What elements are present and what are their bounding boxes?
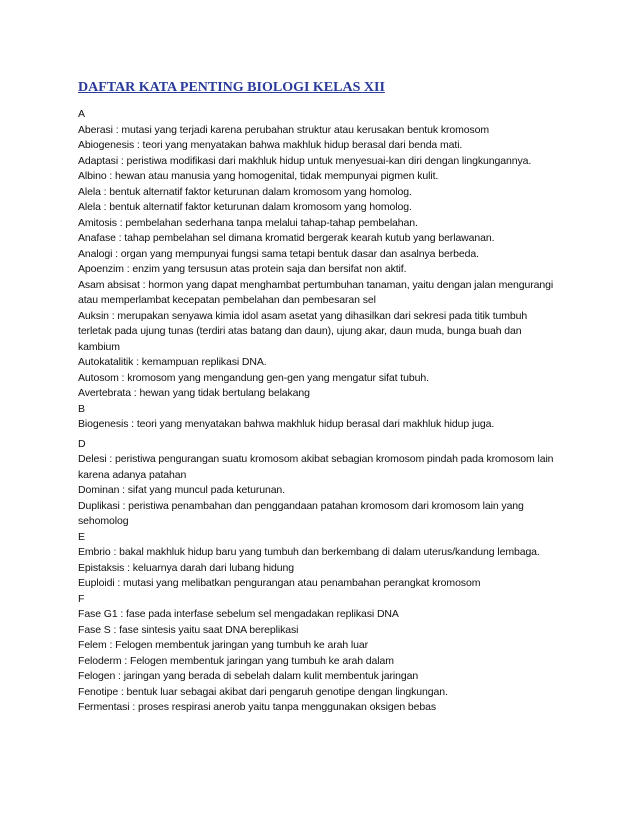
glossary-line: kambium	[78, 340, 120, 353]
glossary-line: Alela : bentuk alternatif faktor keturunan dalam kromosom yang homolog.	[78, 201, 412, 213]
glossary-line: Aberasi : mutasi yang terjadi karena perubahan struktur atau kerusakan bentuk kromosom	[78, 123, 490, 136]
glossary-line: Adaptasi : peristiwa modifikasi dari makhluk hidup untuk menyesuai-kan diri dengan lingkungannya.	[78, 154, 532, 167]
glossary-line: Felem : Felogen membentuk jaringan yang tumbuh ke arah luar	[78, 639, 369, 651]
glossary-line: Amitosis : pembelahan sederhana tanpa melalui tahap-tahap pembelahan.	[78, 216, 418, 229]
section-letter: A	[78, 108, 85, 120]
glossary-line: Alela : bentuk alternatif faktor keturunan dalam kromosom yang homolog.	[78, 185, 412, 198]
section-letter: F	[78, 592, 85, 605]
glossary-line: Epistaksis : keluarnya darah dari lubang hidung	[78, 561, 294, 574]
glossary-line: Biogenesis : teori yang menyatakan bahwa makhluk hidup berasal dari makhluk hidup juga.	[78, 418, 495, 430]
glossary-line: Delesi : peristiwa pengurangan suatu kromosom akibat sebagian kromosom pindah pada kromosom lain	[78, 453, 554, 465]
glossary-line: Fase G1 : fase pada interfase sebelum sel mengadakan replikasi DNA	[78, 608, 399, 620]
section-letter: D	[78, 437, 86, 450]
glossary-line: sehomolog	[78, 515, 129, 527]
glossary-line: Auksin : merupakan senyawa kimia idol asam asetat yang dihasilkan dari sekresi pada titik tumbuh	[78, 309, 528, 322]
glossary-line: Autosom : kromosom yang mengandung gen-gen yang mengatur sifat tubuh.	[78, 371, 429, 384]
glossary-line: Anafase : tahap pembelahan sel dimana kromatid bergerak kearah kutub yang berlawanan.	[78, 232, 495, 244]
glossary-line: atau memperlambat kecepatan pembelahan dan pembesaran sel	[78, 294, 376, 306]
document-title: DAFTAR KATA PENTING BIOLOGI KELAS XII	[78, 80, 385, 95]
glossary-line: Feloderm : Felogen membentuk jaringan yang tumbuh ke arah dalam	[78, 654, 394, 667]
glossary-line: Autokatalitik : kemampuan replikasi DNA.	[78, 356, 267, 368]
glossary-line: Euploidi : mutasi yang melibatkan pengurangan atau penambahan perangkat kromosom	[78, 577, 481, 589]
glossary-line: Albino : hewan atau manusia yang homogenital, tidak mempunyai pigmen kulit.	[78, 170, 439, 182]
glossary-line: terletak pada ujung tunas (terdiri atas batang dan daun), ujung akar, daun muda, bunga buah dan	[78, 325, 522, 337]
glossary-line: Avertebrata : hewan yang tidak bertulang belakang	[78, 387, 310, 399]
glossary-content	[78, 107, 578, 716]
glossary-line: Fermentasi : proses respirasi anerob yaitu tanpa menggunakan oksigen bebas	[78, 701, 436, 713]
glossary-line: Felogen : jaringan yang berada di sebelah dalam kulit membentuk jaringan	[78, 670, 419, 682]
glossary-line: Fenotipe : bentuk luar sebagai akibat dari pengaruh genotipe dengan lingkungan.	[78, 685, 448, 698]
section-letter: E	[78, 530, 85, 543]
glossary-line: karena adanya patahan	[78, 468, 187, 481]
glossary-line: Duplikasi : peristiwa penambahan dan penggandaan patahan kromosom dari kromosom lain yang	[78, 499, 524, 512]
glossary-line: Apoenzim : enzim yang tersusun atas protein saja dan bersifat non aktif.	[78, 263, 407, 275]
glossary-line: Abiogenesis : teori yang menyatakan bahwa makhluk hidup berasal dari benda mati.	[78, 139, 463, 151]
glossary-line: Analogi : organ yang mempunyai fungsi sama tetapi bentuk dasar dan asalnya berbeda.	[78, 247, 479, 260]
glossary-line: Asam absisat : hormon yang dapat menghambat pertumbuhan tanaman, yaitu dengan jalan mengurangi	[78, 278, 554, 291]
glossary-line: Fase S : fase sintesis yaitu saat DNA bereplikasi	[78, 623, 299, 636]
glossary-line: Embrio : bakal makhluk hidup baru yang tumbuh dan berkembang di dalam uterus/kandung lembaga.	[78, 546, 540, 558]
section-letter: B	[78, 402, 85, 415]
glossary-line: Dominan : sifat yang muncul pada keturunan.	[78, 484, 285, 496]
